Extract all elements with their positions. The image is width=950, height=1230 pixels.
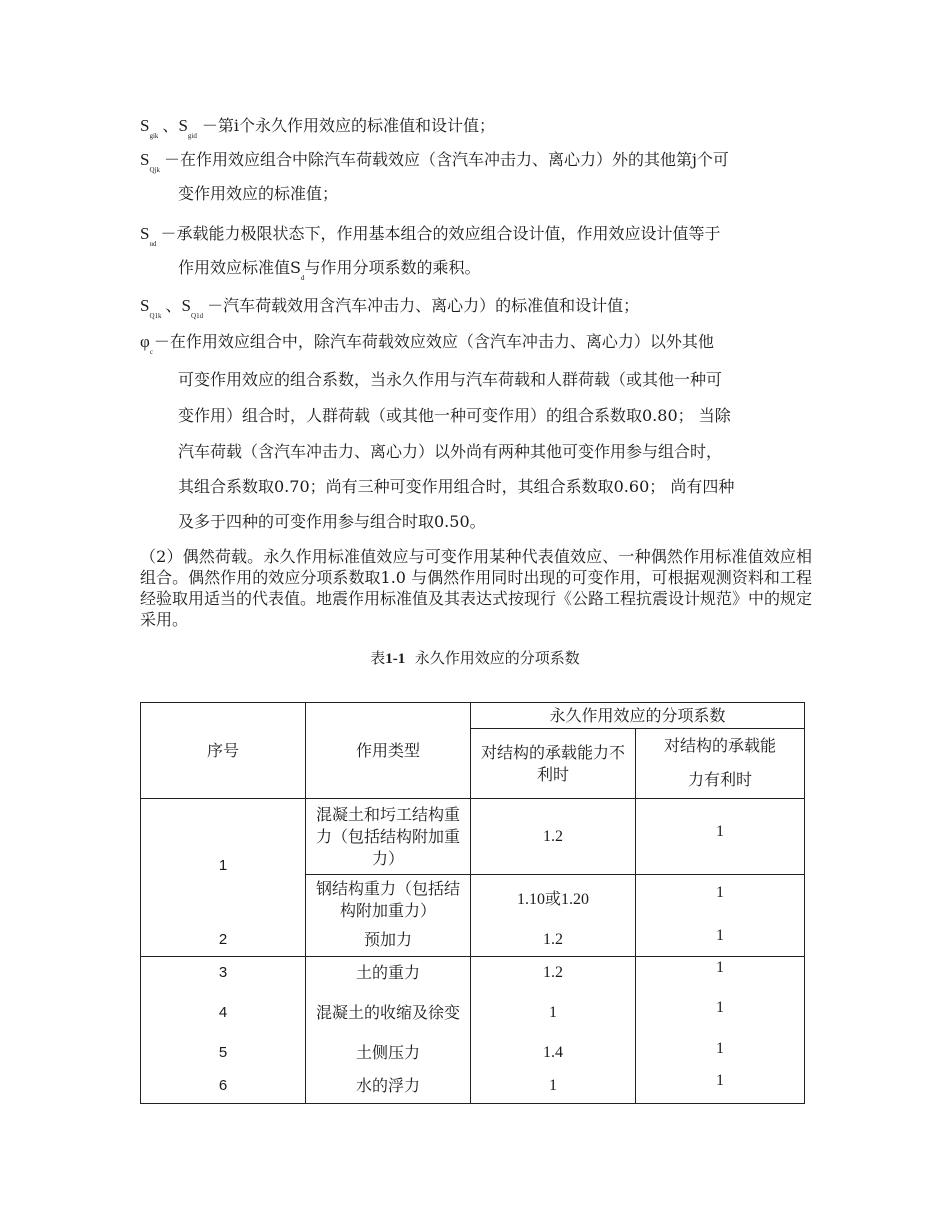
row-unfavorable: 1	[471, 1069, 636, 1103]
row-index: 5	[141, 1037, 306, 1069]
definition-phi-c-line: 可变作用效应的组合系数，当永久作用与汽车荷载和人群荷载（或其他一种可	[178, 370, 723, 389]
subscript: gik	[149, 132, 159, 140]
row-type: 土侧压力	[306, 1037, 471, 1069]
row-unfavorable: 1.4	[471, 1037, 636, 1069]
header-favorable-line: 对结构的承载能	[664, 736, 777, 755]
header-unfavorable: 对结构的承载能力不利时	[471, 729, 636, 799]
definition-q1k-q1d	[140, 296, 639, 319]
table-row	[141, 925, 805, 957]
header-favorable	[636, 729, 805, 799]
row-index: 6	[141, 1069, 306, 1103]
partial-factor-table	[140, 702, 805, 1104]
definition-gik-gid	[140, 116, 495, 139]
row-unfavorable: 1.2	[471, 957, 636, 990]
header-favorable-line: 力有利时	[688, 770, 753, 789]
row-favorable: 1	[636, 925, 805, 957]
header-index: 序号	[141, 703, 306, 799]
row-unfavorable: 1.2	[471, 925, 636, 957]
subscript: Qjk	[149, 166, 160, 174]
row-favorable: 1	[636, 989, 805, 1037]
subscript: c	[149, 348, 153, 356]
table-row	[141, 957, 805, 990]
definition-phi-c	[140, 332, 714, 355]
caption-number: 1-1	[385, 651, 406, 667]
row-type: 预加力	[306, 925, 471, 957]
definition-text: 与作用分项系数的乘积。	[304, 258, 481, 277]
definition-text: －在作用效应组合中除汽车荷载效应（含汽车冲击力、离心力）外的其他第j个可	[163, 150, 729, 169]
header-factor-group: 永久作用效应的分项系数	[471, 703, 805, 729]
row-unfavorable: 1	[471, 989, 636, 1037]
row-type: 水的浮力	[306, 1069, 471, 1103]
definition-phi-c-line: 其组合系数取0.70；尚有三种可变作用组合时，其组合系数取0.60； 尚有四种	[178, 477, 735, 496]
separator: 、	[162, 116, 179, 135]
header-type: 作用类型	[306, 703, 471, 799]
subscript: d	[300, 274, 305, 282]
subscript: Q1k	[149, 312, 162, 320]
definition-ud	[140, 224, 720, 247]
symbol: S	[140, 224, 150, 243]
row-unfavorable: 1.2	[471, 799, 636, 875]
definition-text: －承载能力极限状态下，作用基本组合的效应组合设计值，作用效应设计值等于	[160, 224, 721, 243]
row-favorable: 1	[636, 1069, 805, 1103]
caption-title: 永久作用效应的分项系数	[405, 649, 580, 667]
definition-text: －汽车荷载效用含汽车冲击力、离心力）的标准值和设计值；	[207, 296, 640, 315]
symbol: S	[178, 116, 188, 135]
subscript: Q1d	[191, 312, 204, 320]
row-index: 4	[141, 989, 306, 1037]
row-unfavorable: 1.10或1.20	[471, 875, 636, 925]
definition-text: －第i个永久作用效应的标准值和设计值；	[201, 116, 495, 135]
symbol: S	[140, 296, 150, 315]
row-index: 3	[141, 957, 306, 990]
row-favorable: 1	[636, 875, 805, 925]
definition-text: 作用效应标准值S	[178, 258, 301, 277]
table-row	[141, 1037, 805, 1069]
table-row	[141, 1069, 805, 1103]
definition-qjk	[140, 150, 729, 173]
row-favorable: 1	[636, 957, 805, 990]
row-type: 土的重力	[306, 957, 471, 990]
definition-qjk-continuation: 变作用效应的标准值；	[178, 184, 339, 203]
row-favorable: 1	[636, 1037, 805, 1069]
symbol: S	[140, 150, 150, 169]
symbol: S	[181, 296, 192, 315]
table-row	[141, 799, 805, 875]
table-row	[141, 989, 805, 1037]
row-type: 钢结构重力（包括结构附加重力）	[306, 875, 471, 925]
definition-phi-c-line: 汽车荷载（含汽车冲击力、离心力）以外尚有两种其他可变作用参与组合时，	[178, 442, 723, 461]
definition-phi-c-line: 及多于四种的可变作用参与组合时取0.50。	[178, 512, 486, 531]
row-index: 2	[141, 925, 306, 957]
symbol: φ	[140, 332, 150, 351]
accidental-load-paragraph: （2）偶然荷载。永久作用标准值效应与可变作用某种代表值效应、一种偶然作用标准值效应相组合。偶然作用的效应分项系数取1.0 与偶然作用同时出现的可变作用，可根据观测资料和工程经验取用适当的代表值。地震作用标准值及其表达式按现行《公路工程抗震设计规范》中的规定采用。	[140, 547, 813, 629]
row-type: 混凝土和圬工结构重力（包括结构附加重力）	[306, 799, 471, 875]
definition-phi-c-line: 变作用）组合时，人群荷载（或其他一种可变作用）的组合系数取0.80； 当除	[178, 406, 731, 425]
subscript: gid	[187, 132, 197, 140]
subscript: ud	[149, 240, 157, 248]
definition-text: －在作用效应组合中，除汽车荷载效应效应（含汽车冲击力、离心力）以外其他	[153, 332, 714, 351]
symbol: S	[140, 116, 150, 135]
row-index: 1	[141, 799, 306, 925]
row-type: 混凝土的收缩及徐变	[306, 989, 471, 1037]
table-caption	[0, 647, 950, 668]
definition-ud-continuation	[178, 258, 480, 281]
separator: 、	[165, 296, 182, 315]
row-favorable: 1	[636, 799, 805, 875]
caption-prefix: 表	[370, 649, 386, 667]
